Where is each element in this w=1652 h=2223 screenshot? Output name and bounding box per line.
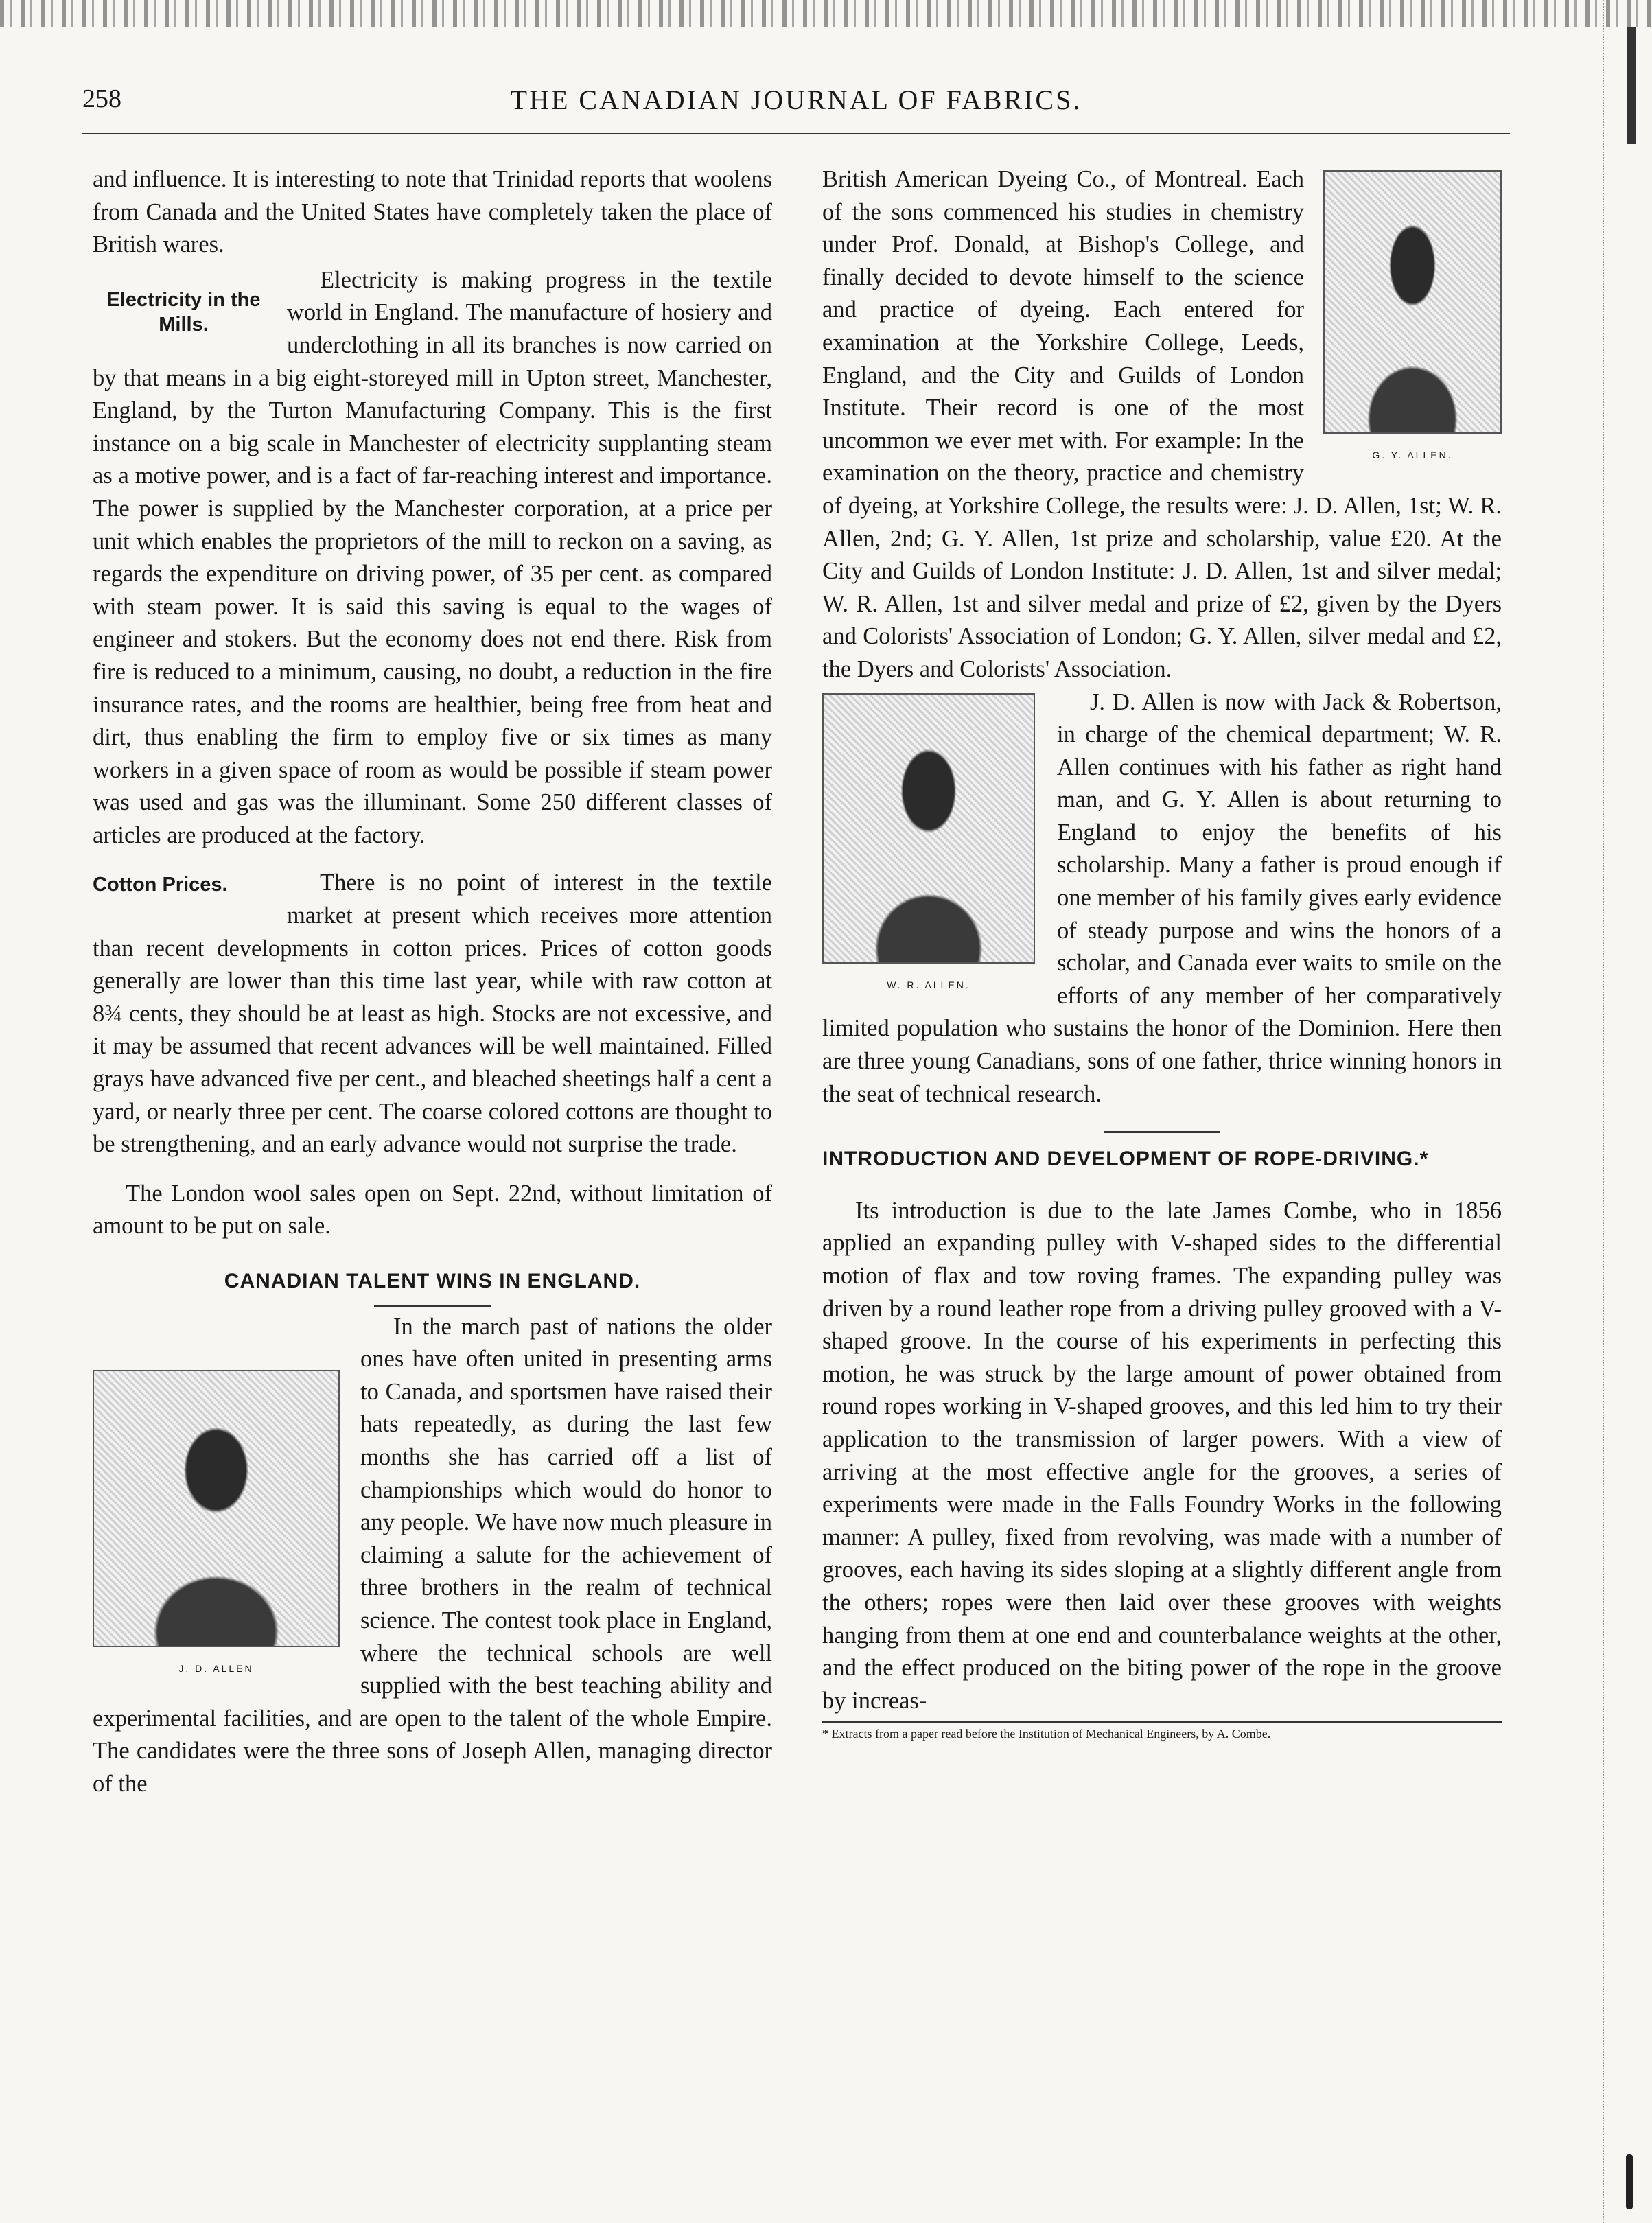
photo-caption: J. D. ALLEN: [178, 1662, 254, 1674]
portrait-jd-allen: [93, 1370, 340, 1647]
talent-closing-paragraph: J. D. Allen is now with Jack & Robertson, in charge of the chemical department; W. R. Allen continues with his father as right hand man, and G. Y. Allen is about returning to England to enjoy the benefits of his scholarship. Many a father is proud enough if one member of his family gives early evidence of steady purpose and wins the honors of a scholar, and Canada ever waits to smile on the efforts of any member of her comparatively limited population who sustains the honor of the Dominion. Here then are three young Canadians, sons of one father, thrice winning honors in the seat of technical research.: [822, 688, 1502, 1107]
rope-driving-paragraph: Its introduction is due to the late James Combe, who in 1856 applied an expanding pulley with V-shaped sides to the differential motion of flax and tow roving frames. The expanding pulley was driven by a round leather rope from a driving pulley grooved with a V-shaped groove. In the course of his experiments in perfecting this motion, he was struck by the large amount of power obtained from round ropes working in V-shaped grooves, and this led him to try their application to the transmission of larger powers. With a view of arriving at the most effective angle for the grooves, a series of experiments were made in the Falls Foundry Works in the following manner: A pulley, fixed from revolving, was made with a number of grooves, each having its sides sloping at a slightly different angle from the others; ropes were then laid over these grooves with weights hanging from them at one end and counterbalance weights at the other, and the effect produced on the biting power of the rope in the groove by increas-: [822, 1197, 1502, 1714]
talent-heading: CANADIAN TALENT WINS IN ENGLAND.: [224, 1270, 641, 1292]
talent-section: [93, 1311, 772, 1801]
photo-caption-gy: G. Y. ALLEN.: [1372, 450, 1453, 461]
section-rule: [1104, 1131, 1220, 1133]
page-number: 258: [82, 84, 121, 113]
header-rule: [82, 132, 1510, 134]
talent-continued-paragraph: British American Dyeing Co., of Montreal. Each of the sons commenced his studies in chemistry under Prof. Donald, at Bishop's College, and finally decided to devote himself to the science and practice of dyeing. Each entered for examination at the Yorkshire College, Leeds, England, and the City and Guilds of London Institute. Their record is one of the most uncommon we ever met with. For example: In the examination on the theory, practice and chemistry of dyeing, at Yorkshire College, the results were: J. D. Allen, 1st; W. R. Allen, 2nd; G. Y. Allen, 1st prize and scholarship, value £20. At the City and Guilds of London Institute: J. D. Allen, 1st and silver medal; W. R. Allen, 1st and silver medal and prize of £2, given by the Dyers and Colorists' Association of London; G. Y. Allen, silver medal and £2, the Dyers and Colorists' Association.: [822, 166, 1502, 682]
intro-paragraph: and influence. It is interesting to note that Trinidad reports that woolens from Canada and the United States have completely taken the place of British wares.: [93, 166, 772, 258]
cotton-side-heading: Cotton Prices.: [93, 874, 228, 896]
rope-driving-heading: INTRODUCTION AND DEVELOPMENT OF ROPE-DRIVING.*: [822, 1148, 1429, 1171]
binding-mark-bottom: [1626, 2154, 1633, 2209]
portrait-wr-allen: [822, 693, 1035, 964]
cotton-paragraph: There is no point of interest in the textile market at present which receives more attention than recent developments in cotton prices. Prices of cotton goods generally are lower than this time last year, while with raw cotton at 8¾ cents, they should be at least as high. Stocks are not excessive, and it may be assumed that recent advances will be well maintained. Filled grays have advanced five per cent., and bleached sheetings half a cent a yard, or nearly three per cent. The coarse colored cottons are thought to be strengthening, and an early advance would not surprise the trade.: [93, 870, 772, 1158]
left-column: [93, 163, 772, 1801]
photo-jd-allen-figure: [93, 1370, 340, 1686]
photo-caption-wr: W. R. ALLEN.: [887, 979, 970, 990]
electricity-paragraph: Electricity is making progress in the textile world in England. The manufacture of hosiery and underclothing in all its branches is now carried on by that means in a big eight-storeyed mill in Upton street, Manchester, England, by the Turton Manufacturing Company. This is the first instance on a big scale in Manchester of electricity supplanting steam as a motive power, and is a fact of far-reaching interest and importance. The power is supplied by the Manchester corporation, at a price per unit which enables the proprietors of the mill to reckon on a saving, as regards the expenditure on driving power, of 35 per cent. as compared with steam power. It is said this saving is equal to the wages of engineer and stokers. But the economy does not end there. Risk from fire is reduced to a minimum, causing, no doubt, a reduction in the fire insurance rates, and the rooms are healthier, being free from heat and dirt, thus enabling the firm to employ five or six times as many workers in a given space of room as would be possible if steam power was used and gas was the illuminant. Some 250 different classes of articles are produced at the factory.: [93, 266, 772, 848]
binding-mark: [1627, 27, 1636, 144]
footnote: * Extracts from a paper read before the Institution of Mechanical Engineers, by A. Combe.: [822, 1727, 1271, 1741]
talent-paragraph: In the march past of nations the older ones have often united in presenting arms to Canada, and sportsmen have raised their hats repeatedly, as during the last few months she has carried off a list of championships which would do honor to any people. We have now much pleasure in claiming a salute for the achievement of three brothers in the realm of technical science. The contest took place in England, where the technical schools are well supplied with the best teaching ability and experimental facilities, and are open to the talent of the whole Empire. The candidates were the three sons of Joseph Allen, managing director of the: [93, 1313, 772, 1797]
cotton-section: [93, 867, 772, 1161]
page-edge: [1603, 0, 1652, 2223]
footnote-rule: [822, 1721, 1502, 1723]
page-header: [82, 84, 1510, 125]
right-column: [822, 163, 1502, 1742]
photo-wr-allen-figure: [822, 693, 1035, 1002]
electricity-side-heading: Electricity in the Mills.: [106, 288, 261, 336]
portrait-gy-allen: [1323, 170, 1502, 434]
scan-noise-top: [0, 0, 1652, 27]
electricity-section: [93, 264, 772, 852]
talent-rule: [374, 1305, 491, 1307]
photo-gy-allen-figure: [1323, 170, 1502, 472]
journal-title: THE CANADIAN JOURNAL OF FABRICS.: [510, 84, 1082, 115]
wool-sales-paragraph: The London wool sales open on Sept. 22nd, without limitation of amount to be put on sale.: [93, 1180, 772, 1239]
